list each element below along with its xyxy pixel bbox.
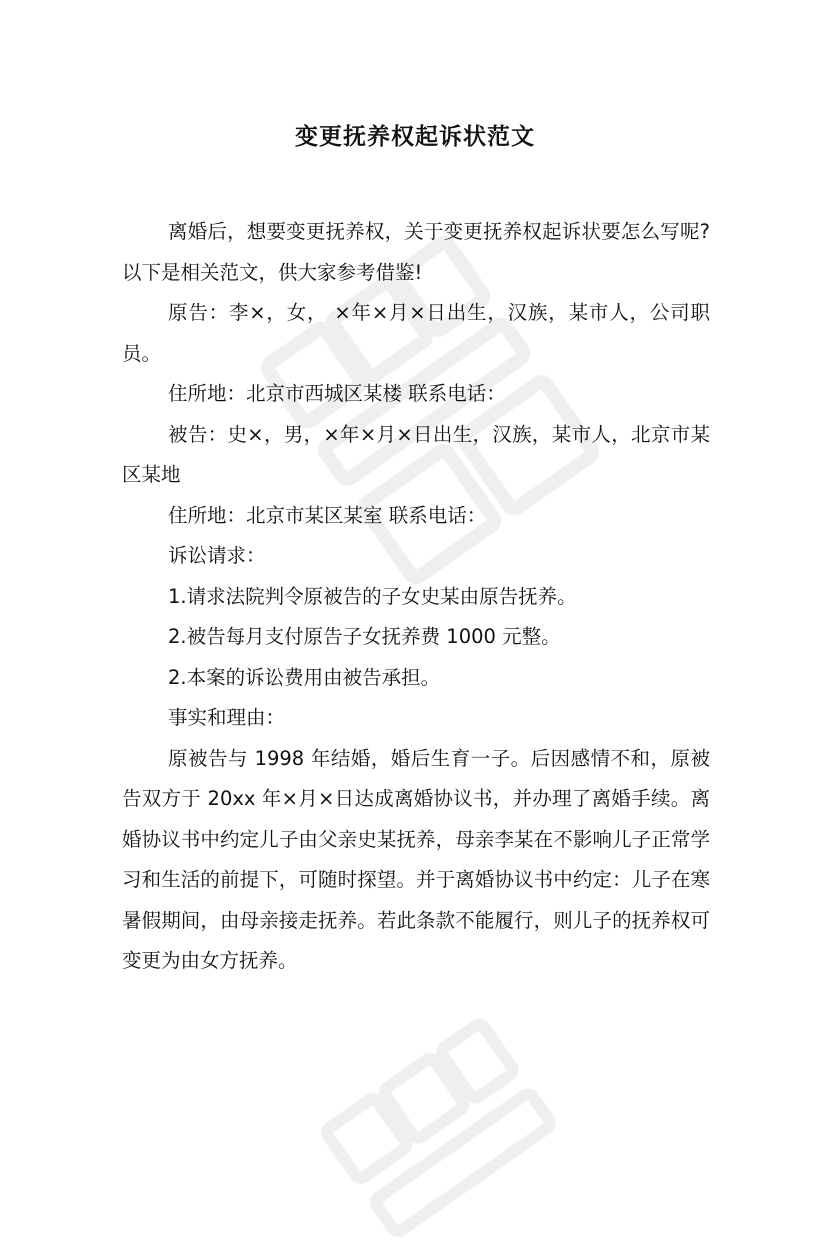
paragraph-plaintiff-address: 住所地：北京市西城区某楼 联系电话： (168, 382, 506, 405)
paragraph-claim-2: 2.被告每月支付原告子女抚养费 1000 元整。 (168, 625, 561, 648)
paragraph-intro: 离婚后，想要变更抚养权，关于变更抚养权起诉状要怎么写呢?以下是相关范文，供大家参考借鉴! (122, 220, 710, 284)
watermark-logo-bottom-icon (304, 1001, 576, 1258)
paragraph-claims-heading: 诉讼请求： (168, 544, 266, 567)
document-title: 变更抚养权起诉状范文 (295, 124, 535, 150)
paragraph-defendant-address: 住所地：北京市某区某室 联系电话： (168, 503, 487, 527)
paragraph-facts: 原被告与 1998 年结婚，婚后生育一子。后因感情不和，原被告双方于 20xx 年×月×日达成离婚协议书，并办理了离婚手续。离婚协议书中约定儿子由父亲史某抚养，母亲李某在不影响儿子正常学习和生活的前提下，可随时探望。并于离婚协议书中约定：儿子在寒暑假期间，由母亲接走抚养。若此条款不能履行，则儿子的抚养权可变更为由女方抚养。 (122, 746, 710, 972)
paragraph-facts-heading: 事实和理由： (168, 706, 286, 729)
document-body (122, 212, 710, 982)
paragraph-claim-3: 2.本案的诉讼费用由被告承担。 (168, 665, 441, 689)
paragraph-claim-1: 1.请求法院判令原被告的子女史某由原告抚养。 (168, 584, 577, 608)
paragraph-plaintiff: 原告：李×，女， ×年×月×日出生，汉族，某市人，公司职员。 (122, 301, 710, 365)
paragraph-defendant: 被告：史×，男，×年×月×日出生，汉族，某市人，北京市某区某地 (122, 422, 710, 486)
